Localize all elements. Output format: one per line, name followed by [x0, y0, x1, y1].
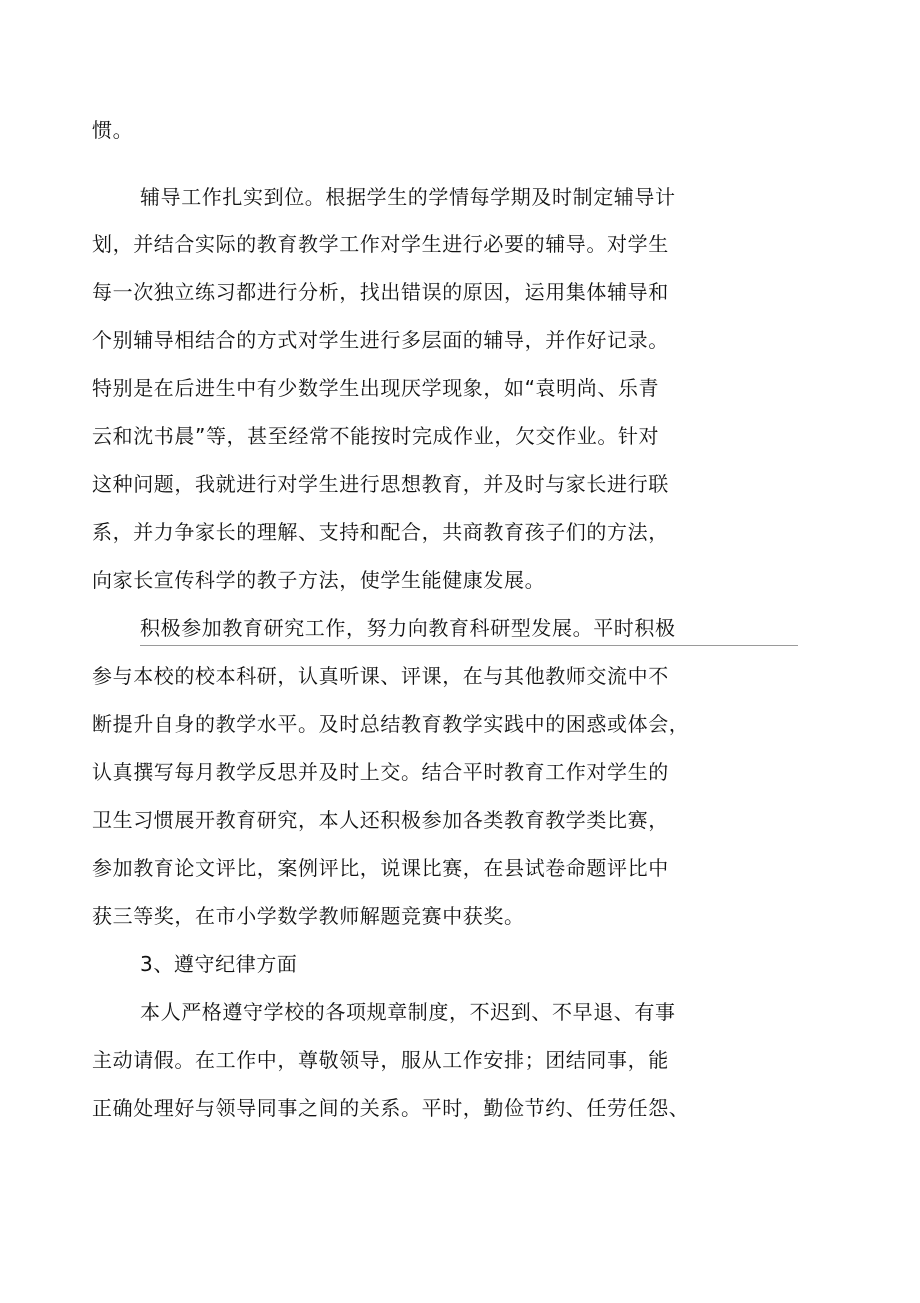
text-line: 云和沈书晨”等，甚至经常不能按时完成作业，欠交作业。针对	[92, 424, 660, 448]
text-line: 这种问题，我就进行对学生进行思想教育，并及时与家长进行联	[92, 472, 669, 496]
text-line: 划，并结合实际的教育教学工作对学生进行必要的辅导。对学生	[92, 232, 669, 256]
text-line: 正确处理好与领导同事之间的关系。平时，勤俭节约、任劳任怨、	[92, 1096, 690, 1120]
text-line: 特别是在后进生中有少数学生出现厌学现象，如“袁明尚、乐青	[92, 376, 660, 400]
text-line: 个别辅导相结合的方式对学生进行多层面的辅导，并作好记录。	[92, 328, 669, 352]
text-line: 系，并力争家长的理解、支持和配合，共商教育孩子们的方法，	[92, 520, 669, 544]
text-line: 参与本校的校本科研，认真听课、评课，在与其他教师交流中不	[92, 664, 669, 688]
paragraph-first-line: 积极参加教育研究工作，努力向教育科研型发展。平时积极	[140, 616, 676, 640]
text-line: 参加教育论文评比，案例评比，说课比赛，在县试卷命题评比中	[92, 856, 669, 880]
text-line: 惯。	[92, 118, 134, 142]
horizontal-rule	[140, 645, 798, 646]
text-line: 卫生习惯展开教育研究，本人还积极参加各类教育教学类比赛，	[92, 808, 669, 832]
section-heading: 3、遵守纪律方面	[140, 952, 298, 976]
text-line: 认真撰写每月教学反思并及时上交。结合平时教育工作对学生的	[92, 760, 669, 784]
text-line: 获三等奖，在市小学数学教师解题竞赛中获奖。	[92, 904, 525, 928]
text-line: 主动请假。在工作中，尊敬领导，服从工作安排；团结同事，能	[92, 1048, 669, 1072]
text-line: 每一次独立练习都进行分析，找出错误的原因，运用集体辅导和	[92, 280, 669, 304]
paragraph-first-line: 辅导工作扎实到位。根据学生的学情每学期及时制定辅导计	[140, 185, 676, 209]
text-line: 向家长宣传科学的教子方法，使学生能健康发展。	[92, 568, 546, 592]
paragraph-first-line: 本人严格遵守学校的各项规章制度，不迟到、不早退、有事	[140, 1000, 676, 1024]
text-line: 断提升自身的教学水平。及时总结教育教学实践中的困惑或体会，	[92, 712, 690, 736]
